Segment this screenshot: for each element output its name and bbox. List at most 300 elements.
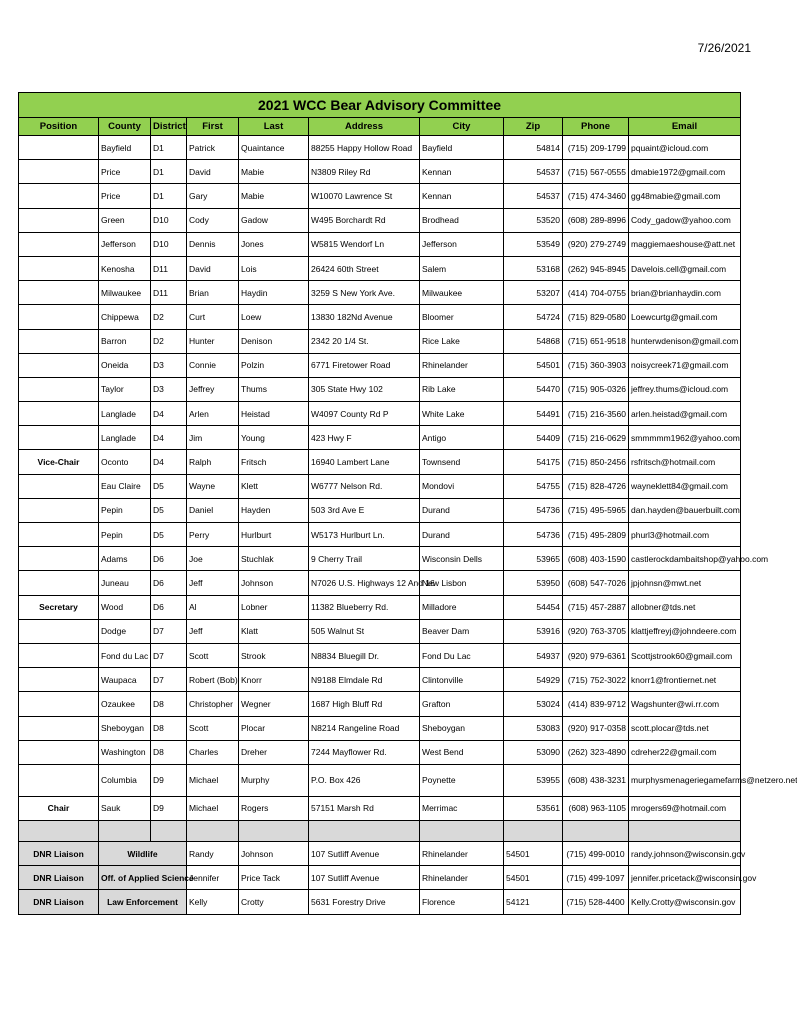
- table-row: [19, 595, 741, 619]
- district-cell: D4: [151, 450, 187, 474]
- position-cell: [19, 643, 99, 667]
- phone-cell: (715) 651-9518: [563, 329, 629, 353]
- email-cell: allobner@tds.net: [629, 595, 741, 619]
- phone-cell: (608) 547-7026: [563, 571, 629, 595]
- district-cell: D8: [151, 740, 187, 764]
- email-cell: castlerockdambaitshop@yahoo.com: [629, 547, 741, 571]
- email-cell: wayneklett84@gmail.com: [629, 474, 741, 498]
- first-name-cell: Hunter: [187, 329, 239, 353]
- city-cell: Bloomer: [420, 305, 504, 329]
- email-cell: jpjohnsn@mwt.net: [629, 571, 741, 595]
- table-row: [19, 232, 741, 256]
- position-cell: [19, 281, 99, 305]
- phone-cell: (715) 850-2456: [563, 450, 629, 474]
- phone-cell: (715) 474-3460: [563, 184, 629, 208]
- district-cell: D7: [151, 619, 187, 643]
- address-cell: P.O. Box 426: [309, 764, 420, 796]
- city-cell: New Lisbon: [420, 571, 504, 595]
- address-cell: 505 Walnut St: [309, 619, 420, 643]
- email-cell: Wagshunter@wi.rr.com: [629, 692, 741, 716]
- last-name-cell: Murphy: [239, 764, 309, 796]
- phone-cell: (414) 704-0755: [563, 281, 629, 305]
- address-cell: W4097 County Rd P: [309, 402, 420, 426]
- district-cell: D10: [151, 232, 187, 256]
- city-cell: Rhinelander: [420, 842, 504, 866]
- address-cell: W5173 Hurlburt Ln.: [309, 523, 420, 547]
- first-name-cell: Wayne: [187, 474, 239, 498]
- first-name-cell: Jeff: [187, 571, 239, 595]
- district-cell: D1: [151, 184, 187, 208]
- zip-cell: 53024: [504, 692, 563, 716]
- table-row: [19, 281, 741, 305]
- email-cell: Scottjstrook60@gmail.com: [629, 643, 741, 667]
- zip-cell: 54736: [504, 498, 563, 522]
- first-name-cell: David: [187, 160, 239, 184]
- header-row: [19, 118, 741, 136]
- first-name-cell: Ralph: [187, 450, 239, 474]
- county-cell: Price: [99, 184, 151, 208]
- county-cell: Ozaukee: [99, 692, 151, 716]
- first-name-cell: Brian: [187, 281, 239, 305]
- table-row: [19, 136, 741, 160]
- phone-cell: (715) 528-4400: [563, 890, 629, 914]
- position-cell: [19, 716, 99, 740]
- phone-cell: (608) 289-8996: [563, 208, 629, 232]
- zip-cell: 54929: [504, 668, 563, 692]
- phone-cell: (608) 963-1105: [563, 796, 629, 820]
- phone-cell: (920) 979-6361: [563, 643, 629, 667]
- address-cell: 423 Hwy F: [309, 426, 420, 450]
- address-cell: N9188 Elmdale Rd: [309, 668, 420, 692]
- position-cell: [19, 668, 99, 692]
- zip-cell: 53561: [504, 796, 563, 820]
- email-cell: scott.plocar@tds.net: [629, 716, 741, 740]
- zip-cell: 54501: [504, 842, 563, 866]
- city-cell: Grafton: [420, 692, 504, 716]
- district-cell: D1: [151, 136, 187, 160]
- position-cell: [19, 160, 99, 184]
- table-row: [19, 208, 741, 232]
- last-name-cell: Jones: [239, 232, 309, 256]
- county-cell: Pepin: [99, 523, 151, 547]
- liaison-label-cell: DNR Liaison: [19, 890, 99, 914]
- email-cell: rsfritsch@hotmail.com: [629, 450, 741, 474]
- phone-cell: (608) 403-1590: [563, 547, 629, 571]
- phone-cell: (715) 209-1799: [563, 136, 629, 160]
- header-phone: Phone: [563, 118, 629, 136]
- position-cell: [19, 377, 99, 401]
- city-cell: Kennan: [420, 160, 504, 184]
- position-cell: [19, 184, 99, 208]
- last-name-cell: Knorr: [239, 668, 309, 692]
- separator-cell: [563, 821, 629, 842]
- phone-cell: (715) 499-1097: [563, 866, 629, 890]
- header-county: County: [99, 118, 151, 136]
- address-cell: N8214 Rangeline Road: [309, 716, 420, 740]
- last-name-cell: Thums: [239, 377, 309, 401]
- email-cell: Kelly.Crotty@wisconsin.gov: [629, 890, 741, 914]
- position-cell: [19, 740, 99, 764]
- table-title: 2021 WCC Bear Advisory Committee: [19, 93, 741, 118]
- county-cell: Langlade: [99, 426, 151, 450]
- county-cell: Bayfield: [99, 136, 151, 160]
- table-row: [19, 184, 741, 208]
- address-cell: 107 Sutliff Avenue: [309, 866, 420, 890]
- liaison-row: [19, 842, 741, 866]
- district-cell: D4: [151, 402, 187, 426]
- phone-cell: (920) 763-3705: [563, 619, 629, 643]
- zip-cell: 53955: [504, 764, 563, 796]
- liaison-group-cell: Wildlife: [99, 842, 187, 866]
- district-cell: D11: [151, 281, 187, 305]
- address-cell: N8834 Bluegill Dr.: [309, 643, 420, 667]
- first-name-cell: David: [187, 256, 239, 280]
- position-cell: [19, 764, 99, 796]
- address-cell: W10070 Lawrence St: [309, 184, 420, 208]
- zip-cell: 54175: [504, 450, 563, 474]
- county-cell: Langlade: [99, 402, 151, 426]
- zip-cell: 53083: [504, 716, 563, 740]
- separator-cell: [629, 821, 741, 842]
- address-cell: 107 Sutliff Avenue: [309, 842, 420, 866]
- first-name-cell: Gary: [187, 184, 239, 208]
- county-cell: Kenosha: [99, 256, 151, 280]
- email-cell: randy.johnson@wisconsin.gov: [629, 842, 741, 866]
- city-cell: Kennan: [420, 184, 504, 208]
- address-cell: 9 Cherry Trail: [309, 547, 420, 571]
- first-name-cell: Charles: [187, 740, 239, 764]
- city-cell: White Lake: [420, 402, 504, 426]
- phone-cell: (715) 360-3903: [563, 353, 629, 377]
- district-cell: D4: [151, 426, 187, 450]
- district-cell: D6: [151, 547, 187, 571]
- zip-cell: 54501: [504, 353, 563, 377]
- county-cell: Green: [99, 208, 151, 232]
- zip-cell: 54121: [504, 890, 563, 914]
- address-cell: 2342 20 1/4 St.: [309, 329, 420, 353]
- position-cell: Secretary: [19, 595, 99, 619]
- city-cell: Jefferson: [420, 232, 504, 256]
- city-cell: Florence: [420, 890, 504, 914]
- address-cell: 6771 Firetower Road: [309, 353, 420, 377]
- email-cell: hunterwdenison@gmail.com: [629, 329, 741, 353]
- position-cell: [19, 474, 99, 498]
- last-name-cell: Johnson: [239, 842, 309, 866]
- address-cell: 11382 Blueberry Rd.: [309, 595, 420, 619]
- separator-cell: [239, 821, 309, 842]
- county-cell: Milwaukee: [99, 281, 151, 305]
- position-cell: [19, 353, 99, 377]
- district-cell: D9: [151, 764, 187, 796]
- district-cell: D5: [151, 474, 187, 498]
- phone-cell: (715) 752-3022: [563, 668, 629, 692]
- position-cell: Vice-Chair: [19, 450, 99, 474]
- position-cell: [19, 692, 99, 716]
- last-name-cell: Gadow: [239, 208, 309, 232]
- email-cell: pquaint@icloud.com: [629, 136, 741, 160]
- zip-cell: 53090: [504, 740, 563, 764]
- zip-cell: 54537: [504, 184, 563, 208]
- email-cell: maggiemaeshouse@att.net: [629, 232, 741, 256]
- address-cell: 1687 High Bluff Rd: [309, 692, 420, 716]
- email-cell: knorr1@frontiernet.net: [629, 668, 741, 692]
- city-cell: Bayfield: [420, 136, 504, 160]
- city-cell: Rib Lake: [420, 377, 504, 401]
- separator-cell: [19, 821, 99, 842]
- district-cell: D3: [151, 377, 187, 401]
- zip-cell: 53207: [504, 281, 563, 305]
- liaison-group-cell: Law Enforcement: [99, 890, 187, 914]
- first-name-cell: Jennifer: [187, 866, 239, 890]
- phone-cell: (715) 499-0010: [563, 842, 629, 866]
- table-row: [19, 668, 741, 692]
- first-name-cell: Curt: [187, 305, 239, 329]
- email-cell: dan.hayden@bauerbuilt.com: [629, 498, 741, 522]
- zip-cell: 54736: [504, 523, 563, 547]
- address-cell: 3259 S New York Ave.: [309, 281, 420, 305]
- table-row: [19, 571, 741, 595]
- table-row: [19, 619, 741, 643]
- position-cell: [19, 305, 99, 329]
- address-cell: 7244 Mayflower Rd.: [309, 740, 420, 764]
- table-row: [19, 377, 741, 401]
- header-city: City: [420, 118, 504, 136]
- phone-cell: (262) 945-8945: [563, 256, 629, 280]
- district-cell: D7: [151, 668, 187, 692]
- zip-cell: 53168: [504, 256, 563, 280]
- county-cell: Jefferson: [99, 232, 151, 256]
- liaison-row: [19, 866, 741, 890]
- district-cell: D2: [151, 329, 187, 353]
- liaison-row: [19, 890, 741, 914]
- zip-cell: 54501: [504, 866, 563, 890]
- county-cell: Sheboygan: [99, 716, 151, 740]
- table-row: [19, 305, 741, 329]
- table-row: [19, 450, 741, 474]
- position-cell: [19, 256, 99, 280]
- address-cell: 13830 182Nd Avenue: [309, 305, 420, 329]
- first-name-cell: Scott: [187, 716, 239, 740]
- position-cell: [19, 523, 99, 547]
- separator-cell: [99, 821, 151, 842]
- separator-cell: [309, 821, 420, 842]
- first-name-cell: Joe: [187, 547, 239, 571]
- zip-cell: 53549: [504, 232, 563, 256]
- city-cell: Townsend: [420, 450, 504, 474]
- email-cell: cdreher22@gmail.com: [629, 740, 741, 764]
- last-name-cell: Klett: [239, 474, 309, 498]
- first-name-cell: Perry: [187, 523, 239, 547]
- county-cell: Oconto: [99, 450, 151, 474]
- liaison-group-cell: Off. of Applied Science: [99, 866, 187, 890]
- last-name-cell: Johnson: [239, 571, 309, 595]
- phone-cell: (715) 495-2809: [563, 523, 629, 547]
- county-cell: Sauk: [99, 796, 151, 820]
- phone-cell: (262) 323-4890: [563, 740, 629, 764]
- header-district: District: [151, 118, 187, 136]
- first-name-cell: Kelly: [187, 890, 239, 914]
- liaison-label-cell: DNR Liaison: [19, 866, 99, 890]
- header-first: First: [187, 118, 239, 136]
- first-name-cell: Dennis: [187, 232, 239, 256]
- document-date: 7/26/2021: [697, 41, 751, 55]
- separator-cell: [504, 821, 563, 842]
- last-name-cell: Price Tack: [239, 866, 309, 890]
- table-row: [19, 523, 741, 547]
- position-cell: [19, 208, 99, 232]
- city-cell: Salem: [420, 256, 504, 280]
- email-cell: arlen.heistad@gmail.com: [629, 402, 741, 426]
- city-cell: Merrimac: [420, 796, 504, 820]
- last-name-cell: Loew: [239, 305, 309, 329]
- county-cell: Oneida: [99, 353, 151, 377]
- email-cell: phurl3@hotmail.com: [629, 523, 741, 547]
- county-cell: Columbia: [99, 764, 151, 796]
- position-cell: [19, 402, 99, 426]
- phone-cell: (715) 495-5965: [563, 498, 629, 522]
- phone-cell: (715) 216-3560: [563, 402, 629, 426]
- city-cell: Milwaukee: [420, 281, 504, 305]
- table-row: [19, 474, 741, 498]
- district-cell: D2: [151, 305, 187, 329]
- zip-cell: 53520: [504, 208, 563, 232]
- last-name-cell: Strook: [239, 643, 309, 667]
- district-cell: D5: [151, 523, 187, 547]
- phone-cell: (715) 216-0629: [563, 426, 629, 450]
- last-name-cell: Plocar: [239, 716, 309, 740]
- position-cell: [19, 329, 99, 353]
- district-cell: D8: [151, 692, 187, 716]
- first-name-cell: Randy: [187, 842, 239, 866]
- header-position: Position: [19, 118, 99, 136]
- table-row: [19, 402, 741, 426]
- city-cell: Poynette: [420, 764, 504, 796]
- city-cell: Rhinelander: [420, 353, 504, 377]
- first-name-cell: Michael: [187, 796, 239, 820]
- table-row: [19, 796, 741, 820]
- separator-cell: [187, 821, 239, 842]
- position-cell: [19, 571, 99, 595]
- district-cell: D5: [151, 498, 187, 522]
- header-zip: Zip: [504, 118, 563, 136]
- address-cell: 57151 Marsh Rd: [309, 796, 420, 820]
- separator-row: [19, 821, 741, 842]
- last-name-cell: Mabie: [239, 160, 309, 184]
- address-cell: 5631 Forestry Drive: [309, 890, 420, 914]
- city-cell: Clintonville: [420, 668, 504, 692]
- district-cell: D6: [151, 571, 187, 595]
- zip-cell: 54491: [504, 402, 563, 426]
- last-name-cell: Young: [239, 426, 309, 450]
- phone-cell: (414) 839-9712: [563, 692, 629, 716]
- phone-cell: (715) 905-0326: [563, 377, 629, 401]
- last-name-cell: Haydin: [239, 281, 309, 305]
- county-cell: Price: [99, 160, 151, 184]
- city-cell: Sheboygan: [420, 716, 504, 740]
- phone-cell: (715) 829-0580: [563, 305, 629, 329]
- table-row: [19, 329, 741, 353]
- first-name-cell: Scott: [187, 643, 239, 667]
- city-cell: Antigo: [420, 426, 504, 450]
- address-cell: 88255 Happy Hollow Road: [309, 136, 420, 160]
- address-cell: N3809 Riley Rd: [309, 160, 420, 184]
- district-cell: D8: [151, 716, 187, 740]
- position-cell: [19, 498, 99, 522]
- header-email: Email: [629, 118, 741, 136]
- zip-cell: 54868: [504, 329, 563, 353]
- table-row: [19, 256, 741, 280]
- first-name-cell: Connie: [187, 353, 239, 377]
- last-name-cell: Denison: [239, 329, 309, 353]
- email-cell: mrogers69@hotmail.com: [629, 796, 741, 820]
- first-name-cell: Jeffrey: [187, 377, 239, 401]
- email-cell: gg48mabie@gmail.com: [629, 184, 741, 208]
- email-cell: klattjeffreyj@johndeere.com: [629, 619, 741, 643]
- address-cell: W5815 Wendorf Ln: [309, 232, 420, 256]
- last-name-cell: Klatt: [239, 619, 309, 643]
- city-cell: Milladore: [420, 595, 504, 619]
- city-cell: Mondovi: [420, 474, 504, 498]
- table-row: [19, 498, 741, 522]
- email-cell: murphysmenageriegamefarms@netzero.net: [629, 764, 741, 796]
- position-cell: [19, 232, 99, 256]
- address-cell: 305 State Hwy 102: [309, 377, 420, 401]
- address-cell: 16940 Lambert Lane: [309, 450, 420, 474]
- first-name-cell: Arlen: [187, 402, 239, 426]
- last-name-cell: Hayden: [239, 498, 309, 522]
- zip-cell: 53965: [504, 547, 563, 571]
- zip-cell: 54937: [504, 643, 563, 667]
- district-cell: D1: [151, 160, 187, 184]
- first-name-cell: Christopher: [187, 692, 239, 716]
- phone-cell: (715) 828-4726: [563, 474, 629, 498]
- first-name-cell: Michael: [187, 764, 239, 796]
- zip-cell: 54755: [504, 474, 563, 498]
- last-name-cell: Quaintance: [239, 136, 309, 160]
- email-cell: Davelois.cell@gmail.com: [629, 256, 741, 280]
- county-cell: Washington: [99, 740, 151, 764]
- address-cell: W6777 Nelson Rd.: [309, 474, 420, 498]
- county-cell: Juneau: [99, 571, 151, 595]
- county-cell: Dodge: [99, 619, 151, 643]
- first-name-cell: Robert (Bob): [187, 668, 239, 692]
- last-name-cell: Lois: [239, 256, 309, 280]
- last-name-cell: Fritsch: [239, 450, 309, 474]
- phone-cell: (715) 567-0555: [563, 160, 629, 184]
- title-row: [19, 93, 741, 118]
- city-cell: Durand: [420, 523, 504, 547]
- liaison-label-cell: DNR Liaison: [19, 842, 99, 866]
- table-row: [19, 353, 741, 377]
- first-name-cell: Daniel: [187, 498, 239, 522]
- last-name-cell: Rogers: [239, 796, 309, 820]
- city-cell: Brodhead: [420, 208, 504, 232]
- district-cell: D3: [151, 353, 187, 377]
- last-name-cell: Hurlburt: [239, 523, 309, 547]
- zip-cell: 54454: [504, 595, 563, 619]
- last-name-cell: Polzin: [239, 353, 309, 377]
- first-name-cell: Jim: [187, 426, 239, 450]
- city-cell: Beaver Dam: [420, 619, 504, 643]
- email-cell: noisycreek71@gmail.com: [629, 353, 741, 377]
- county-cell: Taylor: [99, 377, 151, 401]
- last-name-cell: Mabie: [239, 184, 309, 208]
- table-row: [19, 692, 741, 716]
- county-cell: Pepin: [99, 498, 151, 522]
- city-cell: Wisconsin Dells: [420, 547, 504, 571]
- table-row: [19, 764, 741, 796]
- table-row: [19, 426, 741, 450]
